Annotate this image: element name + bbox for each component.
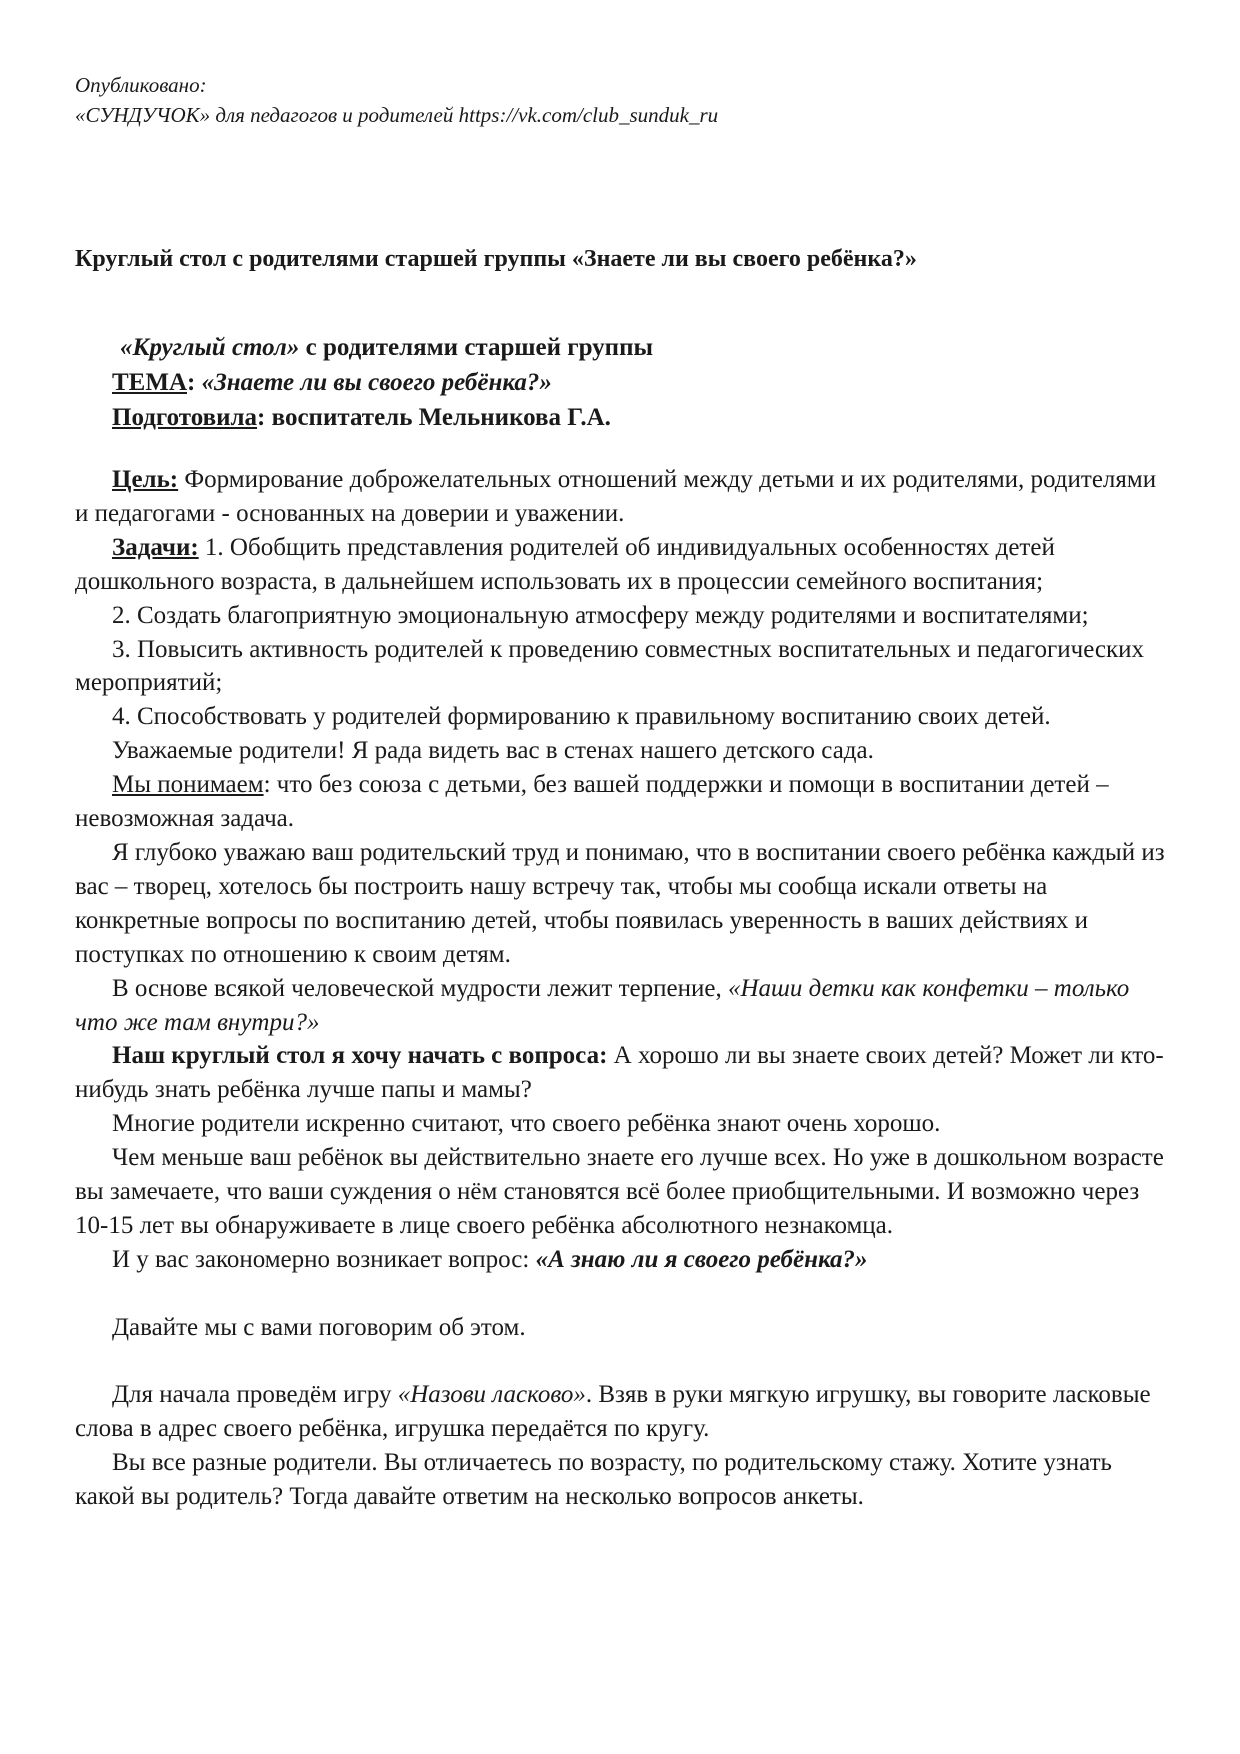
different-parents-paragraph: Вы все разные родители. Вы отличаетесь по возрасту, по родительскому стажу. Хотите узнать какой вы родитель? Тогда давайте ответим на несколько вопросов анкеты. (75, 1449, 1112, 1511)
topic-colon: : (187, 369, 202, 396)
goal-paragraph (75, 463, 1175, 531)
publication-label: Опубликовано: (75, 73, 207, 97)
event-line (120, 330, 653, 365)
question-paragraph (75, 1039, 1175, 1107)
goal-label: Цель: (112, 466, 179, 493)
question-arises-paragraph (75, 1243, 1175, 1277)
wisdom-text: В основе всякой человеческой мудрости лежит терпение, (112, 974, 728, 1002)
game-text-start: Для начала проведём игру (112, 1381, 398, 1409)
understand-paragraph (75, 768, 1175, 836)
understand-text: : что без союза с детьми, без вашей поддержки и помощи в воспитании детей – невозможная задача. (75, 771, 1109, 833)
arises-quote: «А знаю ли я своего ребёнка?» (535, 1245, 868, 1273)
topic-value: «Знаете ли вы своего ребёнка?» (201, 369, 552, 396)
publication-source: «СУНДУЧОК» для педагогов и родителей https://vk.com/club_sunduk_ru (75, 103, 719, 127)
document-body (75, 463, 1175, 1514)
prepared-label: Подготовила (112, 404, 258, 431)
game-name: «Назови ласково» (397, 1381, 586, 1409)
game-text-end: . Взяв в руки мягкую игрушку, вы говорите ласковые слова в адрес своего ребёнка, игрушка передаётся по кругу. (75, 1381, 1151, 1443)
document-title: Круглый стол с родителями старшей группы «Знаете ли вы своего ребёнка?» (75, 246, 917, 272)
task-1-text: 1. Обобщить представления родителей об индивидуальных особенностях детей дошкольного возраста, в дальнейшем использовать их в процессии семейного воспитания; (75, 533, 1055, 595)
event-audience: с родителями старшей группы (299, 334, 654, 361)
publication-note (75, 70, 718, 130)
many-parents-paragraph: Многие родители искренно считают, что своего ребёнка знают очень хорошо. (112, 1110, 941, 1138)
tasks-label: Задачи: (112, 533, 199, 561)
event-name: «Круглый стол» (120, 334, 300, 361)
task-3-paragraph: 3. Повысить активность родителей к проведению совместных воспитательных и педагогических мероприятий; (75, 635, 1145, 697)
topic-line (112, 365, 653, 400)
understand-label: Мы понимаем (112, 771, 264, 799)
goal-text: Формирование доброжелательных отношений между детьми и их родителями, родителями и педагогами - основанных на доверии и уважении. (75, 466, 1157, 527)
topic-label: ТЕМА (112, 369, 187, 396)
prepared-value: : воспитатель Мельникова Г.А. (257, 404, 611, 431)
question-lead: Наш круглый стол я хочу начать с вопроса: (112, 1042, 608, 1070)
task-4-paragraph: 4. Способствовать у родителей формированию к правильному воспитанию своих детей. (112, 703, 1051, 731)
smaller-child-paragraph: Чем меньше ваш ребёнок вы действительно знаете его лучше всех. Но уже в дошкольном возрасте вы замечаете, что ваши суждения о нём становятся всё более приобщительными. И возможно через 10-15 лет вы обнаруживаете в лице своего ребёнка абсолютного незнакомца. (75, 1144, 1164, 1239)
prepared-line (112, 400, 653, 435)
talk-paragraph: Давайте мы с вами поговорим об этом. (112, 1313, 526, 1341)
wisdom-quote: «Наши детки как конфетки – только что же там внутри?» (75, 974, 1130, 1036)
event-header (112, 330, 653, 435)
greeting-paragraph: Уважаемые родители! Я рада видеть вас в стенах нашего детского сада. (112, 737, 874, 765)
wisdom-paragraph (75, 972, 1175, 1040)
task-2-paragraph: 2. Создать благоприятную эмоциональную атмосферу между родителями и воспитателями; (112, 601, 1089, 629)
task-1-paragraph (75, 531, 1175, 599)
arises-text: И у вас закономерно возникает вопрос: (112, 1245, 536, 1273)
question-text: А хорошо ли вы знаете своих детей? Может ли кто-нибудь знать ребёнка лучше папы и мамы? (75, 1042, 1164, 1104)
respect-paragraph: Я глубоко уважаю ваш родительский труд и понимаю, что в воспитании своего ребёнка каждый из вас – творец, хотелось бы построить нашу встречу так, чтобы мы сообща искали ответы на конкретные вопросы по воспитанию детей, чтобы появилась уверенность в ваших действиях и поступках по отношению к своим детям. (75, 838, 1165, 968)
game-paragraph (75, 1378, 1175, 1446)
